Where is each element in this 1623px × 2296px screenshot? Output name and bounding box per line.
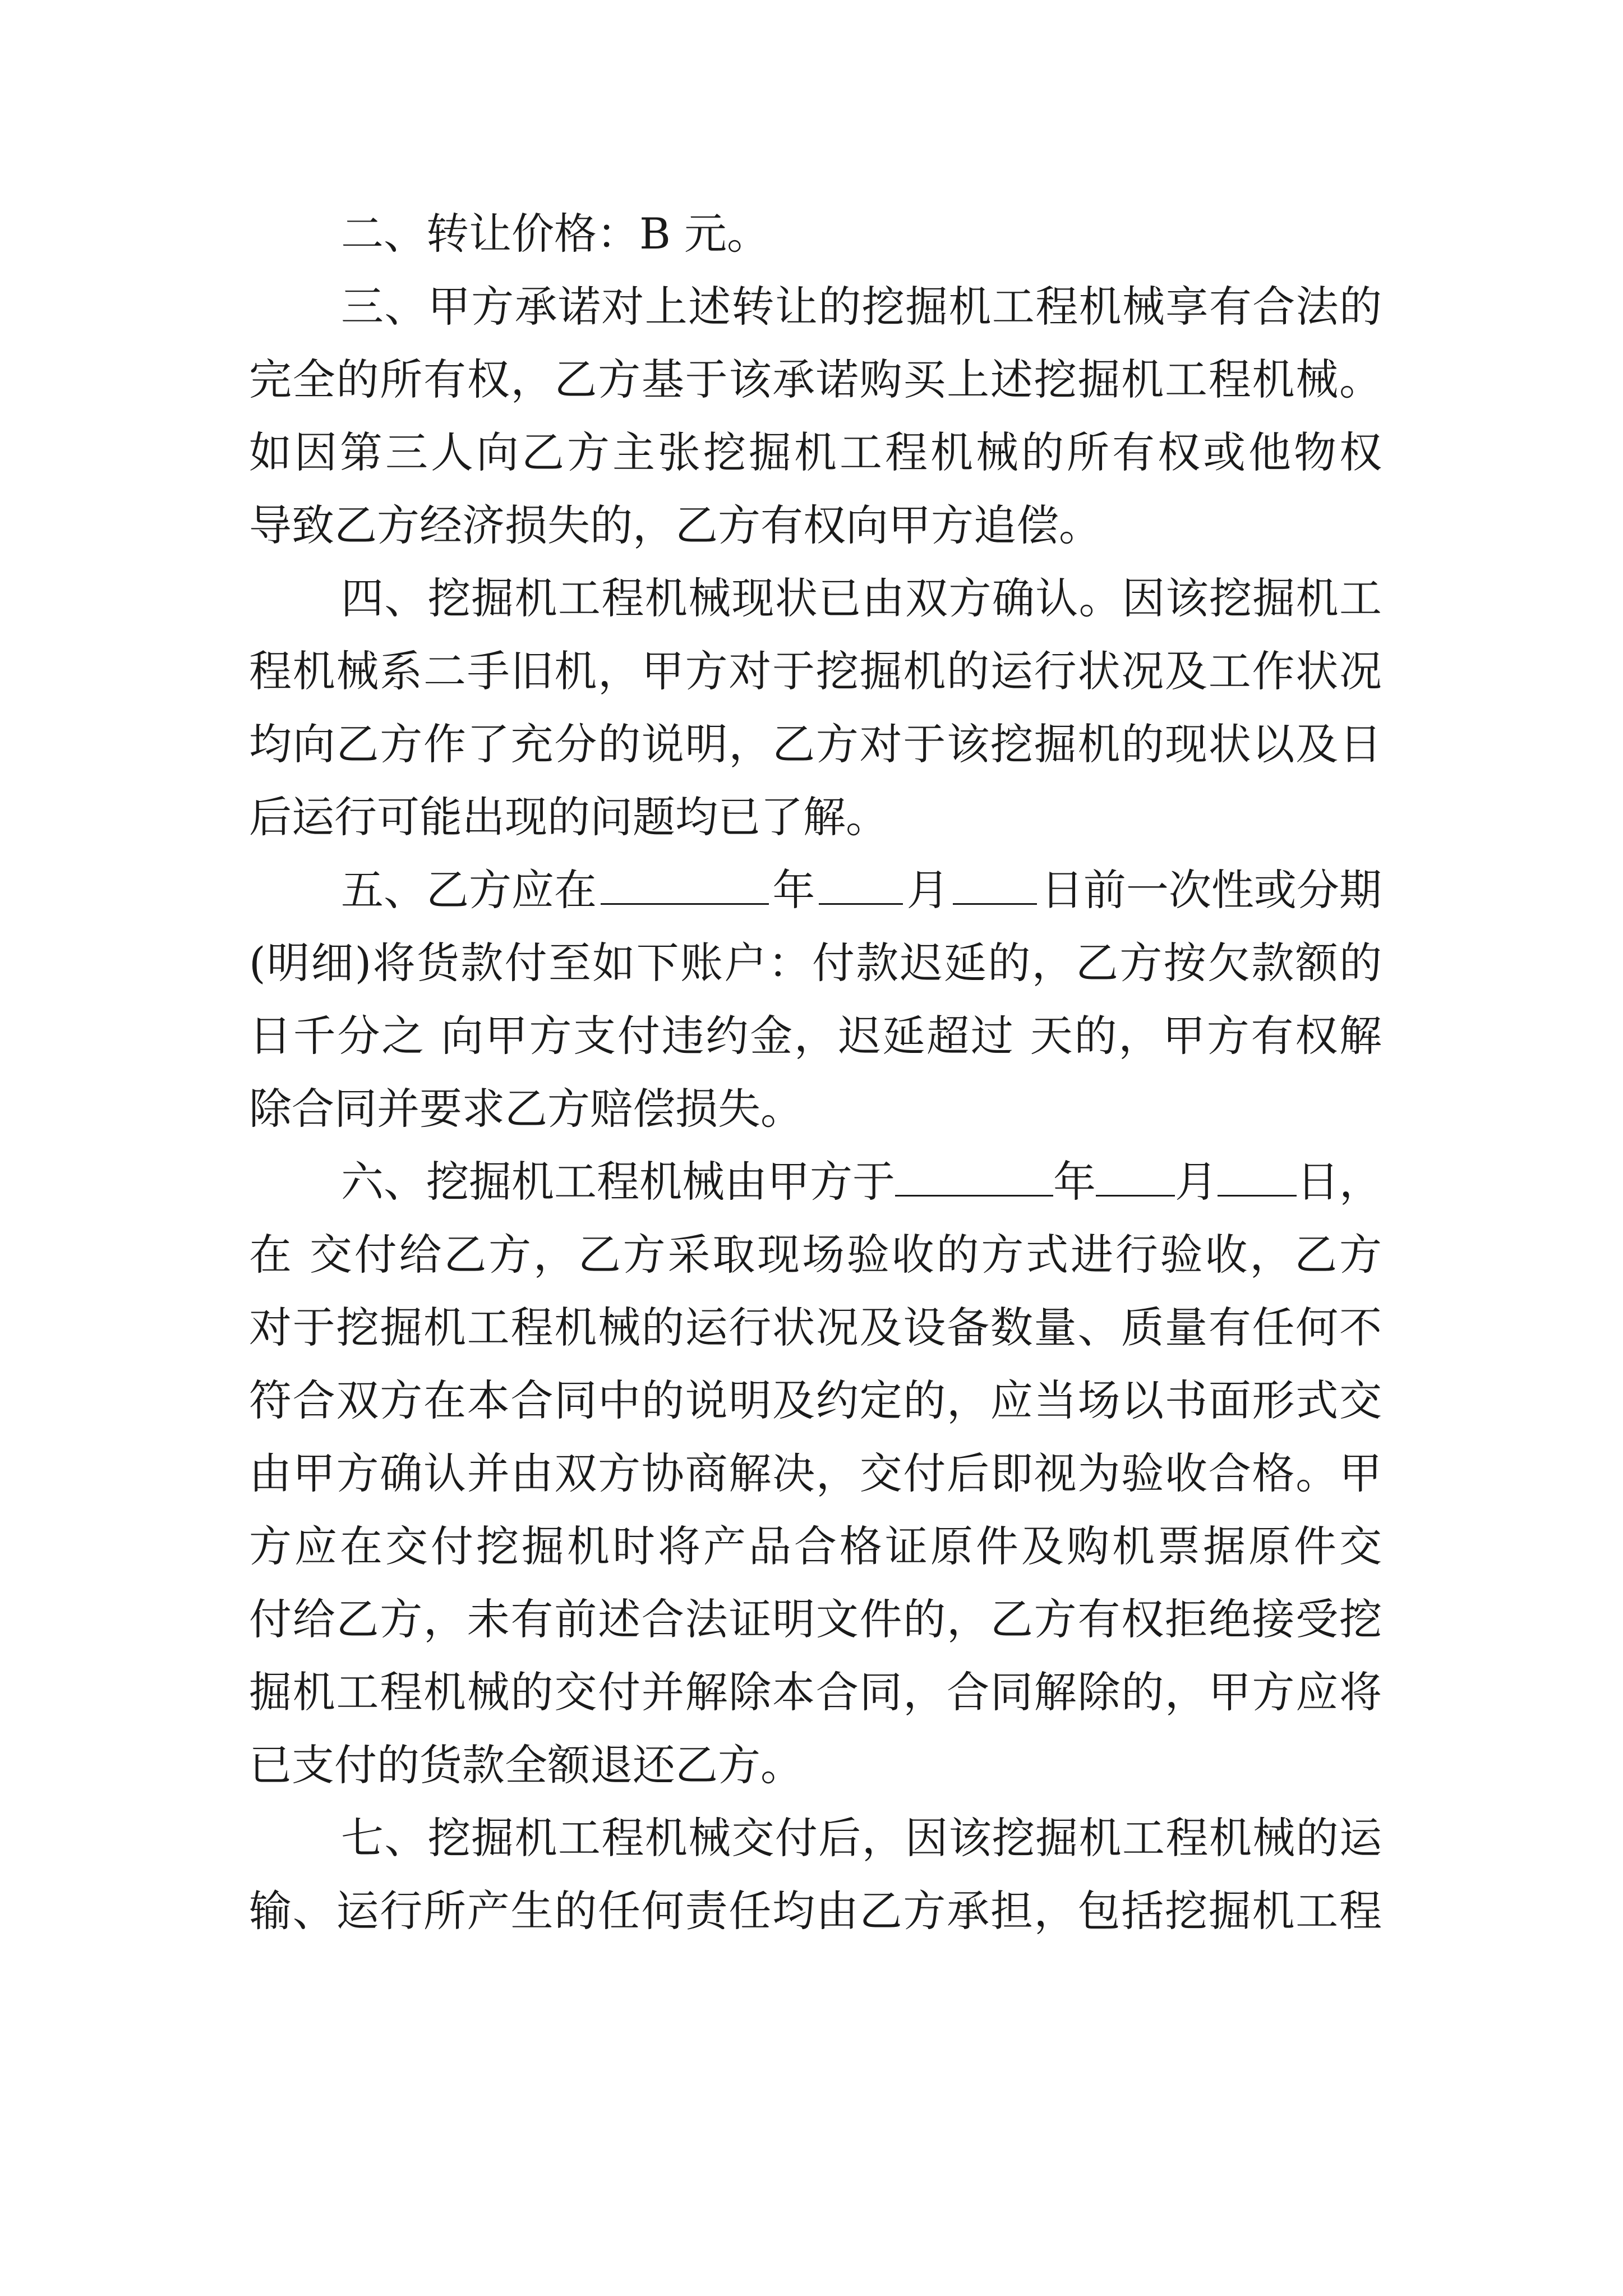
clause-3-line-3: 如因第三人向乙方主张挖掘机工程机械的所有权或他物权	[249, 427, 1382, 477]
clause-4-line-2: 程机械系二手旧机，甲方对于挖掘机的运行状况及工作状况	[249, 646, 1382, 696]
clause-7-line-2: 输、运行所产生的任何责任均由乙方承担，包括挖掘机工程	[249, 1886, 1382, 1936]
clause-7-line-1: 七、挖掘机工程机械交付后，因该挖掘机工程机械的运	[341, 1813, 1382, 1863]
clause-6-line-8: 掘机工程机械的交付并解除本合同，合同解除的，甲方应将	[249, 1667, 1382, 1717]
clause-5-line-4: 除合同并要求乙方赔偿损失。	[249, 1084, 803, 1134]
clause-6-text-month: 月	[1175, 1157, 1218, 1207]
clause-6-text-d: 日，	[1297, 1157, 1382, 1207]
clause-4-line-3: 均向乙方作了充分的说明，乙方对于该挖掘机的现状以及日	[249, 719, 1382, 769]
clause-4-line-1: 四、挖掘机工程机械现状已由双方确认。因该挖掘机工	[341, 573, 1382, 623]
clause-6-line-3: 对于挖掘机工程机械的运行状况及设备数量、质量有任何不	[249, 1303, 1382, 1352]
clause-5-text-month: 月	[906, 865, 949, 915]
clause-3-line-2: 完全的所有权，乙方基于该承诺购买上述挖掘机工程机械。	[249, 355, 1382, 404]
clause-6-text-year: 年	[1053, 1157, 1096, 1207]
clause-5-line-3: 日千分之 向甲方支付违约金，迟延超过 天的，甲方有权解	[249, 1011, 1382, 1061]
clause-5-line-1	[249, 854, 1382, 927]
clause-6-line-9: 已支付的货款全额退还乙方。	[249, 1740, 803, 1790]
blank-year	[895, 1152, 1053, 1197]
clause-3-line-1: 三、甲方承诺对上述转让的挖掘机工程机械享有合法的	[341, 282, 1382, 332]
blank-day	[1218, 1152, 1297, 1197]
clause-2-line-1: 二、转让价格：B 元。	[341, 209, 770, 259]
blank-year	[601, 861, 769, 905]
clause-5-line-2: (明细)将货款付至如下账户：付款迟延的，乙方按欠款额的	[249, 938, 1382, 988]
clause-6-text-a: 六、挖掘机工程机械由甲方于	[341, 1157, 895, 1207]
clause-5-text-a: 五、乙方应在	[341, 865, 597, 915]
clause-6-line-7: 付给乙方，未有前述合法证明文件的，乙方有权拒绝接受挖	[249, 1594, 1382, 1644]
clause-5-text-d: 日前一次性或分期	[1040, 865, 1382, 915]
clause-6-line-2: 在 交付给乙方，乙方采取现场验收的方式进行验收，乙方	[249, 1230, 1382, 1280]
clause-5-text-year: 年	[772, 865, 815, 915]
clause-4-line-4: 后运行可能出现的问题均已了解。	[249, 792, 888, 842]
blank-month	[1096, 1152, 1175, 1197]
blank-day	[953, 861, 1037, 905]
clause-6-line-5: 由甲方确认并由双方协商解决，交付后即视为验收合格。甲	[249, 1448, 1382, 1498]
clause-6-line-6: 方应在交付挖掘机时将产品合格证原件及购机票据原件交	[249, 1521, 1382, 1571]
clause-3-line-4: 导致乙方经济损失的，乙方有权向甲方追偿。	[249, 500, 1101, 550]
contract-text	[249, 197, 1382, 1948]
clause-6-line-4: 符合双方在本合同中的说明及约定的，应当场以书面形式交	[249, 1375, 1382, 1425]
blank-month	[819, 861, 903, 905]
clause-6-line-1	[249, 1145, 1382, 1218]
